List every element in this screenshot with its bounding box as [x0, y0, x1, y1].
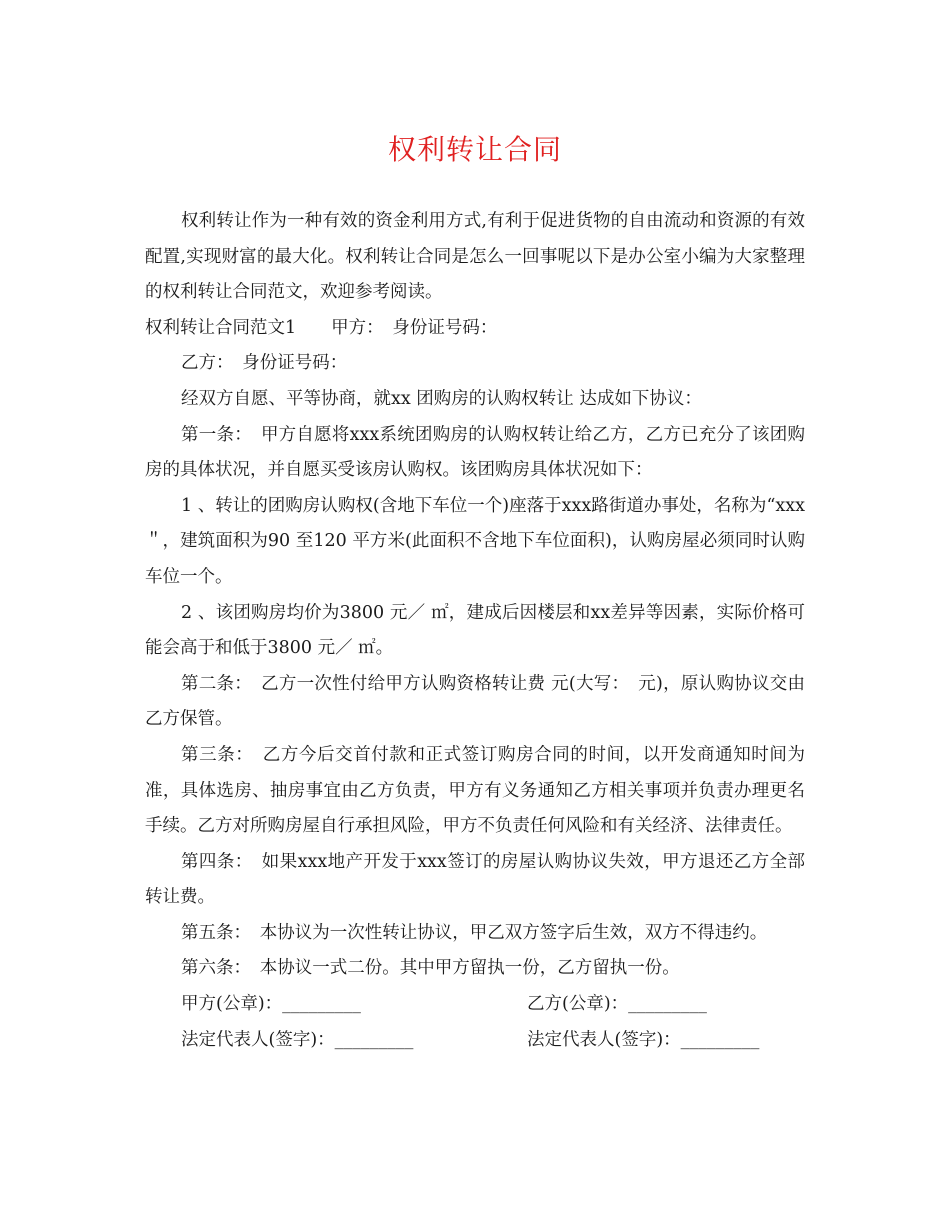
intro-paragraph: 权利转让作为一种有效的资金利用方式,有利于促进货物的自由流动和资源的有效配置,实现财富的最大化。权利转让合同是怎么一回事呢以下是办公室小编为大家整理的权利转让合同范文，欢迎参考阅读。	[145, 211, 805, 303]
party-a-seal: 甲方(公章)：_________	[181, 994, 361, 1015]
party-a-representative: 法定代表人(签字)：_________	[181, 1029, 414, 1050]
representative-row	[145, 1023, 805, 1059]
article-1-item-2: 2 、该团购房均价为3800 元／ ㎡，建成后因楼层和xx差异等因素，实际价格可能会高于和低于3800 元／ ㎡。	[145, 602, 805, 659]
party-b-seal: 乙方(公章)：_________	[527, 994, 707, 1015]
article-1-item-1: 1 、转让的团购房认购权(含地下车位一个)座落于xxx路街道办事处，名称为“xxx＂，建筑面积为90 至120 平方米(此面积不含地下车位面积)，认购房屋必须同时认购车位一个。	[145, 495, 805, 587]
article-6: 第六条： 本协议一式二份。其中甲方留执一份，乙方留执一份。	[181, 958, 680, 979]
agreement-preamble: 经双方自愿、平等协商，就xx 团购房的认购权转让 达成如下协议：	[181, 388, 702, 409]
document-body	[145, 204, 805, 1058]
article-4: 第四条： 如果xxx地产开发于xxx签订的房屋认购协议失效，甲方退还乙方全部转让费。	[145, 851, 805, 908]
seal-row	[145, 987, 805, 1023]
party-b-line: 乙方： 身份证号码：	[181, 353, 348, 374]
article-5: 第五条： 本协议为一次性转让协议，甲乙双方签字后生效，双方不得违约。	[181, 922, 768, 943]
article-3: 第三条： 乙方今后交首付款和正式签订购房合同的时间，以开发商通知时间为准，具体选房、抽房事宜由乙方负责，甲方有义务通知乙方相关事项并负责办理更名手续。乙方对所购房屋自行承担风险，甲方不负责任何风险和有关经济、法律责任。	[145, 744, 805, 837]
article-1: 第一条： 甲方自愿将xxx系统团购房的认购权转让给乙方，乙方已充分了该团购房的具体状况，并自愿买受该房认购权。该团购房具体状况如下：	[145, 424, 805, 481]
sample-heading-party-a: 权利转让合同范文1 甲方： 身份证号码：	[145, 317, 498, 338]
article-2: 第二条： 乙方一次性付给甲方认购资格转让费 元(大写： 元)，原认购协议交由乙方保管。	[145, 673, 805, 730]
party-b-representative: 法定代表人(签字)：_________	[527, 1029, 760, 1050]
document-title: 权利转让合同	[387, 133, 562, 166]
